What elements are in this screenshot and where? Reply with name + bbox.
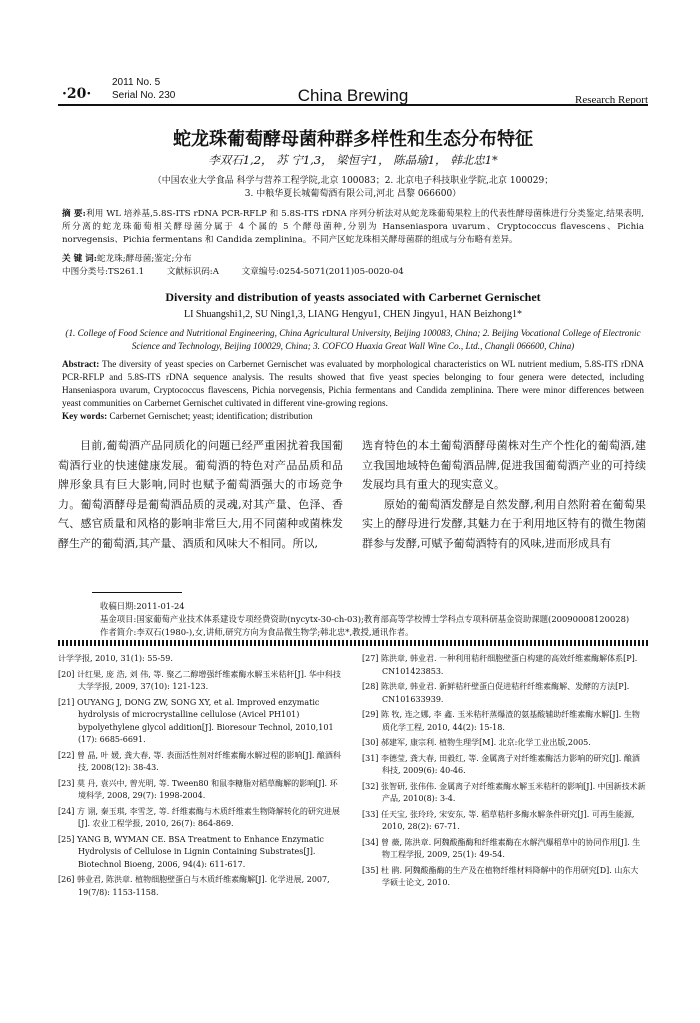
footnote-divider — [92, 592, 182, 593]
affiliation-line: 3. 中粮华夏长城葡萄酒有限公司,河北 昌黎 066600） — [244, 189, 462, 199]
reference-item: [22] 曾 晶, 叶 媛, 龚大春, 等. 表面活性剂对纤维素酶水解过程的影响[J]. 酿酒科技, 2008(12): 38-43. — [58, 750, 341, 772]
affiliations-chinese — [58, 175, 648, 201]
reference-item: [26] 韩业君, 陈洪章. 植物细胞壁蛋白与木质纤维素酶解[J]. 化学进展, 2007, 19(7/8): 1153-1158. — [58, 875, 330, 897]
reference-item: [28] 陈洪章, 韩业君. 新鲜秸秆壁蛋白促进秸秆纤维素酶解、发酵的方法[P]. CN101633939. — [362, 682, 630, 704]
classification-line — [62, 265, 644, 277]
title-english: Diversity and distribution of yeasts associated with Carbernet Gernischet — [165, 290, 541, 304]
abstract-label: 摘 要: — [62, 209, 86, 219]
reference-item: [24] 方 诩, 秦玉琪, 李雪芝, 等. 纤维素酶与木质纤维素生物降解转化的研究进展[J]. 农业工程学报, 2010, 26(7): 864-869. — [58, 806, 340, 828]
keywords-label: 关 键 词: — [62, 254, 97, 264]
reference-item: [35] 杜 鹃. 阿魏酸酯酶的生产及在植物纤维材料降解中的作用研究[D]. 山东大学硕士论文, 2010. — [362, 865, 639, 887]
authors-chinese: 李双石1,2， 苏 宁1,3， 梁恒宇1， 陈晶瑜1， 韩北忠1* — [208, 153, 498, 167]
serial-number: Serial No. 230 — [112, 90, 176, 101]
abstract-text: 利用 WL 培养基,5.8S-ITS rDNA PCR-RFLP 和 5.8S-ITS rDNA 序列分析法对从蛇龙珠葡萄果粒上的代表性酵母菌株进行分类鉴定,结果表明,所分离的蛇龙珠葡萄相关酵母菌分属于 4 个属的 5 个酵母菌种,分别为 Hanseniaspora uvarum、Cryptococcus flavescens、Pichia norvegensis、Pichia fermentans 和 Candida zemplinina。不同产区蛇龙珠相关酵母菌群的组成与分布略有差异。 — [62, 209, 644, 245]
body-paragraph: 选育特色的本土葡萄酒酵母菌株对生产个性化的葡萄酒,建立我国地域特色葡萄酒品牌,促进我国葡萄酒产业的可持续发展均具有重大的现实意义。 — [362, 439, 646, 491]
body-column-right — [362, 436, 646, 553]
abstract-chinese — [62, 208, 644, 247]
reference-item: [27] 陈洪章, 韩业君. 一种利用秸秆细胞壁蛋白构建的高效纤维素酶解体系[P]. CN101423853. — [362, 654, 638, 676]
doc-code: 文献标识码:A — [166, 267, 219, 277]
keywords-chinese — [62, 252, 644, 264]
footnote-author: 作者简介:李双石(1980-),女,讲师,研究方向为食品微生物学;韩北忠*,教授,通讯作者。 — [100, 627, 414, 637]
references-left — [58, 653, 343, 902]
abstract-label: Abstract: — [62, 359, 100, 369]
reference-item: [32] 张智研, 张伟伟. 金属离子对纤维素酶水解玉米秸秆的影响[J]. 中国新技术新产品, 2010(8): 3-4. — [362, 781, 646, 803]
references-right — [362, 653, 646, 893]
affiliations-english: (1. College of Food Science and Nutritional Engineering, China Agricultural University, Beijing 100083, China; 2. Beijing Vocational College of Electronic Science and Technology, Beijing 100029, China; 3. COFCO Huaxia Great Wall Wine Co., Ltd., Changli 066600, China) — [65, 328, 641, 351]
reference-item: 计学学报, 2010, 31(1): 55-59. — [58, 654, 173, 663]
reference-item: [23] 莫 丹, 袁兴中, 曾光明, 等. Tween80 和鼠李糖脂对稻草酶解的影响[J]. 环境科学, 2008, 29(7): 1998-2004. — [58, 778, 338, 800]
body-paragraph: 目前,葡萄酒产品同质化的问题已经严重困扰着我国葡萄酒行业的快速健康发展。葡萄酒的特色对产品品质和品牌形象具有巨大影响,同时也赋予葡萄酒强大的市场竞争力。葡萄酒酵母是葡萄酒品质的灵魂,对其产量、色泽、香气、感官质量和风格的影响非常巨大,用不同菌种或菌株发酵生产的葡萄酒,其产量、酒质和风味大不相同。所以, — [58, 439, 343, 550]
reference-item: [34] 曾 薇, 陈洪章. 阿魏酸酯酶和纤维素酶在水解汽爆稻草中的协同作用[J]. 生物工程学报, 2009, 25(1): 49-54. — [362, 837, 641, 859]
reference-item: [20] 计红果, 庞 浩, 刘 伟, 等. 聚乙二醇增强纤维素酶水解玉米秸秆[J]. 华中科技大学学报, 2009, 37(10): 121-123. — [58, 669, 341, 691]
title-chinese: 蛇龙珠葡萄酵母菌种群多样性和生态分布特征 — [173, 129, 533, 150]
footnote-received: 收稿日期:2011-01-24 — [100, 601, 185, 611]
keywords-label: Key words: — [62, 411, 108, 421]
reference-item: [21] OUYANG J, DONG ZW, SONG XY, et al. Improved enzymatic hydrolysis of microcrystalline cellulose (Avicel PH101) bypolyethylene glycol addition[J]. Bioresour Technol, 2010,101 (17): 6685-6691. — [58, 697, 334, 744]
abstract-text: The diversity of yeast species on Carbernet Gernischet was evaluated by morphological characteristics on WL nutrient medium, 5.8S-ITS rDNA PCR-RFLP and 5.8S-ITS rDNA sequence analysis. The results showed that five yeast species belonging to four genera were detected, including Hanseniaspora uvarum, Cryptococcus flavescens, Pichia norvegensis, Pichia fermentans and Candida zemplinina. There were minor differences between yeast communities on Carbernet Gernischet cultivated in different vine-growing regions. — [62, 359, 644, 408]
keywords-text: Carbernet Gernischet; yeast; identification; distribution — [109, 411, 313, 421]
authors-english: LI Shuangshi1,2, SU Ning1,3, LIANG Hengyu1, CHEN Jingyu1, HAN Beizhong1* — [183, 309, 523, 320]
body-paragraph: 原始的葡萄酒发酵是自然发酵,利用自然附着在葡萄果实上的酵母进行发酵,其魅力在于利用地区特有的微生物菌群参与发酵,可赋予葡萄酒特有的风味,进而形成具有 — [362, 497, 646, 550]
article-number: 文章编号:0254-5071(2011)05-0020-04 — [241, 267, 404, 277]
reference-item: [29] 陈 牧, 连之娜, 李 鑫. 玉米秸秆蒸爆渣的氨基酸辅助纤维素酶水解[J]. 生物质化学工程, 2010, 44(2): 15-18. — [362, 710, 640, 732]
footnote-funding: 基金项目:国家葡萄产业技术体系建设专项经费资助(nycytx-30-ch-03);教育部高等学校博士学科点专项科研基金资助课题(20090008120028) — [100, 614, 630, 624]
section-divider — [58, 640, 648, 646]
journal-name: China Brewing — [297, 86, 409, 105]
clc-number: 中图分类号:TS261.1 — [62, 267, 145, 277]
body-column-left — [58, 436, 343, 553]
page-header — [58, 62, 648, 106]
abstract-english — [62, 358, 644, 410]
affiliation-line: （中国农业大学食品 科学与营养工程学院,北京 100083；2. 北京电子科技职业学院,北京 100029； — [152, 176, 554, 186]
keywords-english — [62, 411, 644, 421]
reference-item: [30] 郝建军, 康宗利. 植物生理学[M]. 北京:化学工业出版,2005. — [362, 738, 591, 747]
reference-item: [31] 李德莹, 龚大春, 田毅红, 等. 金属离子对纤维素酶活力影响的研究[J]. 酿酒科技, 2009(6): 40-46. — [362, 753, 640, 775]
page-number: ·20· — [62, 86, 92, 102]
footnotes — [100, 600, 640, 639]
reference-item: [25] YANG B, WYMAN CE. BSA Treatment to Enhance Enzymatic Hydrolysis of Cellulose in Lignin Containing Substrates[J]. Biotechnol Bioeng, 2006, 94(4): 611-617. — [58, 834, 324, 869]
issue-number: 2011 No. 5 — [112, 77, 161, 88]
keywords-text: 蛇龙珠;酵母菌;鉴定;分布 — [96, 254, 192, 264]
reference-item: [33] 任天宝, 张玲玲, 宋安东, 等. 稻草秸秆多酶水解条件研究[J]. 可再生能源, 2010, 28(2): 67-71. — [362, 809, 635, 831]
section-name: Research Report — [575, 94, 648, 106]
